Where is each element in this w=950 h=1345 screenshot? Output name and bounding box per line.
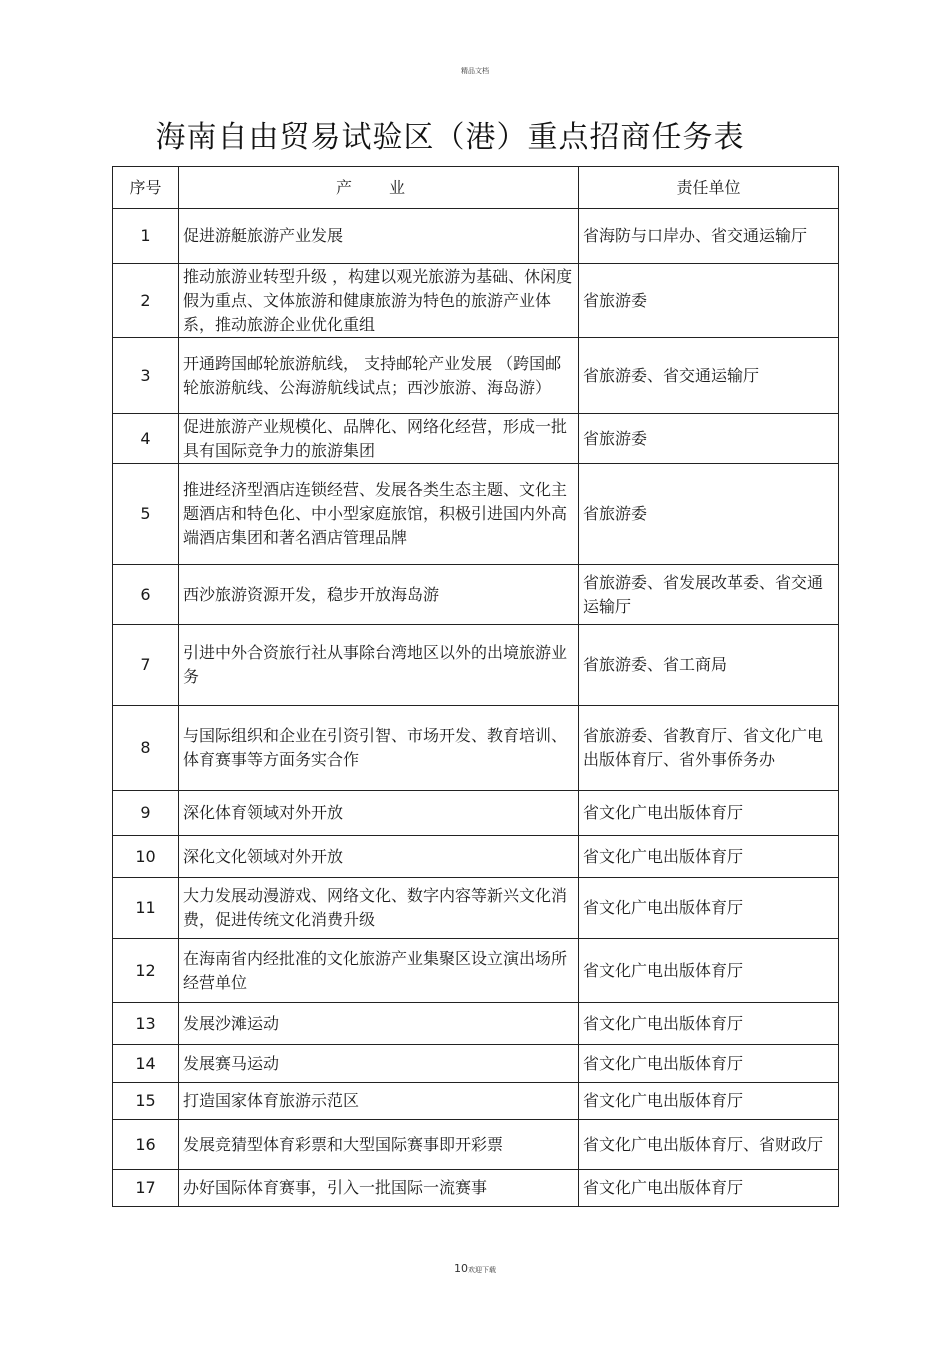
table-row bbox=[113, 209, 839, 264]
row-unit: 省文化广电出版体育厅 bbox=[579, 878, 839, 939]
row-unit: 省文化广电出版体育厅 bbox=[579, 1170, 839, 1207]
table-row bbox=[113, 625, 839, 706]
page-number: 10 bbox=[454, 1262, 468, 1275]
footer-note: 欢迎下载 bbox=[468, 1266, 496, 1274]
row-unit: 省旅游委 bbox=[579, 464, 839, 565]
row-no: 9 bbox=[113, 791, 179, 836]
row-no: 7 bbox=[113, 625, 179, 706]
header-no: 序号 bbox=[113, 167, 179, 209]
table-row bbox=[113, 878, 839, 939]
page-footer bbox=[0, 1262, 950, 1275]
table-row bbox=[113, 939, 839, 1003]
task-table bbox=[112, 166, 839, 1207]
row-industry: 推进经济型酒店连锁经营、发展各类生态主题、文化主题酒店和特色化、中小型家庭旅馆，积极引进国内外高端酒店集团和著名酒店管理品牌 bbox=[179, 464, 579, 565]
table-row bbox=[113, 1120, 839, 1170]
table-row bbox=[113, 836, 839, 878]
row-industry: 深化体育领域对外开放 bbox=[179, 791, 579, 836]
table-row bbox=[113, 1170, 839, 1207]
row-industry: 与国际组织和企业在引资引智、市场开发、教育培训、体育赛事等方面务实合作 bbox=[179, 706, 579, 791]
row-industry: 大力发展动漫游戏、网络文化、数字内容等新兴文化消费，促进传统文化消费升级 bbox=[179, 878, 579, 939]
row-unit: 省旅游委 bbox=[579, 264, 839, 338]
page-title: 海南自由贸易试验区（港）重点招商任务表 bbox=[155, 120, 745, 155]
row-unit: 省海防与口岸办、省交通运输厅 bbox=[579, 209, 839, 264]
row-unit: 省文化广电出版体育厅 bbox=[579, 1045, 839, 1083]
row-unit: 省文化广电出版体育厅 bbox=[579, 939, 839, 1003]
table-row bbox=[113, 565, 839, 625]
row-no: 3 bbox=[113, 338, 179, 414]
table-row bbox=[113, 1083, 839, 1120]
row-unit: 省文化广电出版体育厅 bbox=[579, 1003, 839, 1045]
row-no: 17 bbox=[113, 1170, 179, 1207]
table-row bbox=[113, 338, 839, 414]
header-industry: 产 业 bbox=[179, 167, 579, 209]
row-unit: 省旅游委、省发展改革委、省交通运输厅 bbox=[579, 565, 839, 625]
row-unit: 省旅游委、省工商局 bbox=[579, 625, 839, 706]
row-industry: 引进中外合资旅行社从事除台湾地区以外的出境旅游业务 bbox=[179, 625, 579, 706]
row-no: 8 bbox=[113, 706, 179, 791]
table-header-row bbox=[113, 167, 839, 209]
row-no: 12 bbox=[113, 939, 179, 1003]
row-no: 10 bbox=[113, 836, 179, 878]
row-unit: 省文化广电出版体育厅 bbox=[579, 791, 839, 836]
table-row bbox=[113, 1003, 839, 1045]
row-industry: 发展沙滩运动 bbox=[179, 1003, 579, 1045]
row-no: 6 bbox=[113, 565, 179, 625]
row-unit: 省文化广电出版体育厅 bbox=[579, 1083, 839, 1120]
row-no: 11 bbox=[113, 878, 179, 939]
row-industry: 在海南省内经批准的文化旅游产业集聚区设立演出场所经营单位 bbox=[179, 939, 579, 1003]
table-row bbox=[113, 706, 839, 791]
row-industry: 打造国家体育旅游示范区 bbox=[179, 1083, 579, 1120]
table-row bbox=[113, 264, 839, 338]
row-unit: 省旅游委、省交通运输厅 bbox=[579, 338, 839, 414]
table-row bbox=[113, 1045, 839, 1083]
row-no: 16 bbox=[113, 1120, 179, 1170]
row-unit: 省旅游委 bbox=[579, 414, 839, 464]
row-unit: 省旅游委、省教育厅、省文化广电出版体育厅、省外事侨务办 bbox=[579, 706, 839, 791]
table-row bbox=[113, 414, 839, 464]
table-row bbox=[113, 464, 839, 565]
row-unit: 省文化广电出版体育厅、省财政厅 bbox=[579, 1120, 839, 1170]
row-no: 4 bbox=[113, 414, 179, 464]
table-row bbox=[113, 791, 839, 836]
row-industry: 促进游艇旅游产业发展 bbox=[179, 209, 579, 264]
row-no: 14 bbox=[113, 1045, 179, 1083]
row-no: 5 bbox=[113, 464, 179, 565]
row-no: 13 bbox=[113, 1003, 179, 1045]
header-note: 精品文档 bbox=[461, 67, 489, 75]
row-industry: 促进旅游产业规模化、品牌化、网络化经营，形成一批具有国际竞争力的旅游集团 bbox=[179, 414, 579, 464]
header-unit: 责任单位 bbox=[579, 167, 839, 209]
row-no: 1 bbox=[113, 209, 179, 264]
row-industry: 发展赛马运动 bbox=[179, 1045, 579, 1083]
row-no: 15 bbox=[113, 1083, 179, 1120]
row-industry: 开通跨国邮轮旅游航线， 支持邮轮产业发展 （跨国邮轮旅游航线、公海游航线试点；西沙旅游、海岛游） bbox=[179, 338, 579, 414]
row-industry: 推动旅游业转型升级 ，构建以观光旅游为基础、休闲度假为重点、文体旅游和健康旅游为特色的旅游产业体系，推动旅游企业优化重组 bbox=[179, 264, 579, 338]
row-industry: 发展竞猜型体育彩票和大型国际赛事即开彩票 bbox=[179, 1120, 579, 1170]
row-unit: 省文化广电出版体育厅 bbox=[579, 836, 839, 878]
row-industry: 办好国际体育赛事，引入一批国际一流赛事 bbox=[179, 1170, 579, 1207]
row-industry: 西沙旅游资源开发，稳步开放海岛游 bbox=[179, 565, 579, 625]
row-industry: 深化文化领域对外开放 bbox=[179, 836, 579, 878]
row-no: 2 bbox=[113, 264, 179, 338]
